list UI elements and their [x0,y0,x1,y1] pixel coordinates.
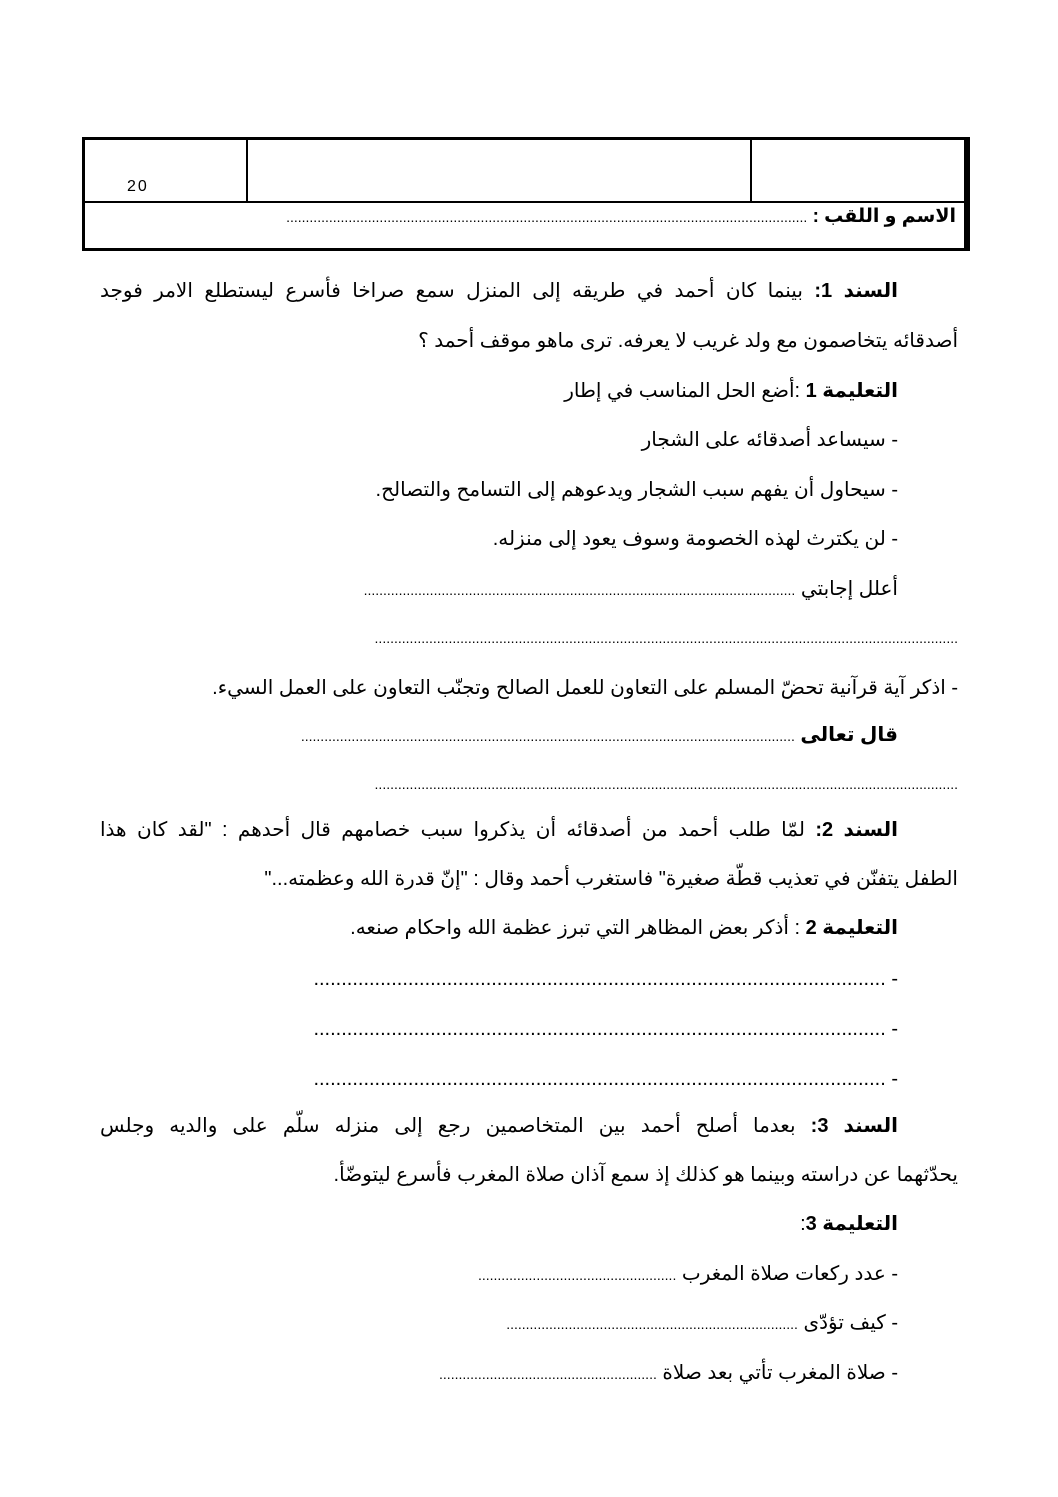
sanad2-text1: لمّا طلب أحمد من أصدقائه أن يذكروا سبب خصامهم قال أحدهم : "لقد كان هذا [100,819,805,841]
talima1-label: التعليمة 1 [805,380,898,402]
sanad1-text1: بينما كان أحمد في طريقه إلى المنزل سمع صراخا فأسرع ليستطلع الامر فوجد [100,280,803,302]
option-1[interactable]: - سيساعد أصدقائه على الشجار [641,429,898,451]
q2-label: - كيف تؤدّى [803,1312,898,1334]
header-box [82,137,970,251]
sanad1-line1 [100,278,898,303]
q1-label: - عدد ركعات صلاة المغرب [681,1263,898,1285]
justify-dots: ............................................................................................................... [363,582,796,598]
talima3-q3[interactable] [439,1360,898,1385]
sanad3-label: السند 3: [810,1115,898,1137]
sanad1-line2: أصدقائه يتخاصمون مع ولد غريب لا يعرفه. ترى ماهو موقف أحمد ؟ [418,330,958,352]
talima2-item-3[interactable]: - ....................................................................................................... [313,1068,898,1090]
talima2-heading [350,915,898,940]
sanad3-line1 [100,1113,898,1138]
talima2-label: التعليمة 2 [805,917,898,939]
sanad2-label: السند 2: [815,819,898,841]
talima3-q2[interactable] [506,1310,898,1335]
justify-label: أعلل إجابتي [800,578,898,600]
answer-dots-line[interactable]: ...................................................................................................................................................... [374,630,958,646]
option-3[interactable]: - لن يكترث لهذه الخصومة وسوف يعود إلى منزله. [492,528,898,550]
q2-dots: ........................................................................... [506,1316,798,1332]
name-dots: ...................................................................................................................................... [286,209,808,225]
score-cell [85,140,248,201]
score-value: 20 [127,178,149,195]
ayah-question: - اذكر آية قرآنية تحضّ المسلم على التعاون للعمل الصالح وتجنّب التعاون على العمل السيء. [212,677,958,699]
q1-dots: ................................................... [477,1267,677,1283]
talima3-heading [800,1211,898,1236]
justify-line[interactable] [364,576,898,601]
option-2[interactable]: - سيحاول أن يفهم سبب الشجار ويدعوهم إلى التسامح والتصالح. [375,479,898,501]
talima3-colon: : [800,1213,806,1235]
blank-cell [248,140,752,201]
header-top-row [85,140,964,203]
ayah-dots-line[interactable]: ...................................................................................................................................................... [374,776,958,792]
ayah-answer-line[interactable] [301,722,898,747]
sanad1-label: السند 1: [814,280,898,302]
talima3-q1[interactable] [478,1261,898,1286]
talima2-text: : أذكر بعض المظاهر التي تبرز عظمة الله واحكام صنعه. [350,917,801,939]
talima1-heading [564,378,898,403]
q3-label: - صلاة المغرب تأتي بعد صلاة [662,1362,898,1384]
sanad2-line2: الطفل يتفنّن في تعذيب قطّة صغيرة" فاستغرب أحمد وقال : "إنّ قدرة الله وعظمته..." [264,868,958,890]
sanad2-line1 [100,817,898,842]
talima3-label: التعليمة 3 [805,1213,898,1235]
ayah-dots: ............................................................................................................................... [300,728,795,744]
q3-dots: ........................................................ [439,1366,657,1382]
sanad3-line2: يحدّثهما عن دراسته وبينما هو كذلك إذ سمع آذان صلاة المغرب فأسرع ليتوضّأ. [333,1164,958,1186]
talima1-text: :أضع الحل المناسب في إطار [564,380,801,402]
ayah-label: قال تعالى [800,724,898,746]
student-name-field[interactable] [286,205,956,228]
talima2-item-2[interactable]: - ....................................................................................................... [313,1018,898,1040]
name-label: الاسم و اللقب : [812,206,956,227]
sanad3-text1: بعدما أصلح أحمد بين المتخاصمين رجع إلى منزله سلّم على والديه وجلس [100,1115,796,1137]
talima2-item-1[interactable]: - ....................................................................................................... [313,968,898,990]
